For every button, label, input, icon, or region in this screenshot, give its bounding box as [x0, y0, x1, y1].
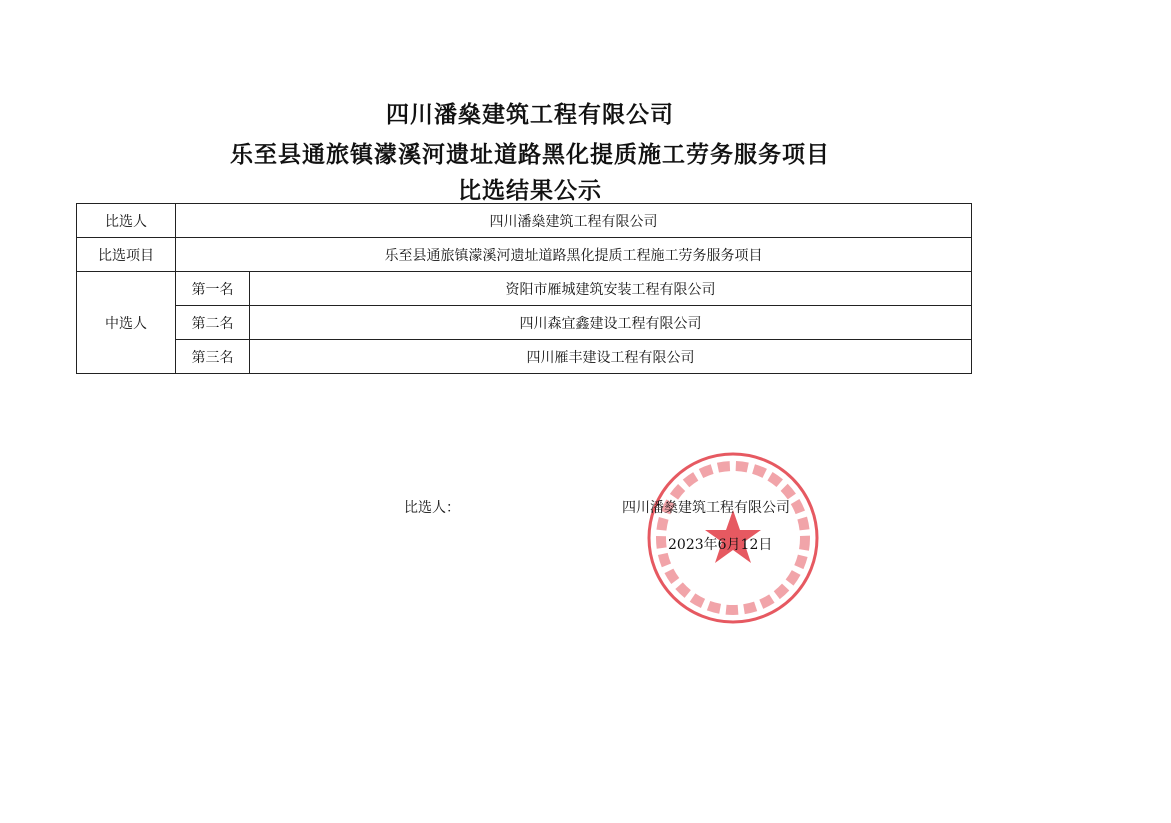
winners-label: 中选人: [77, 272, 176, 374]
signature-label: 比选人：: [404, 500, 460, 516]
winner-name: 资阳市雁城建筑安装工程有限公司: [250, 272, 972, 306]
doc-title-heading: 比选结果公示: [458, 178, 602, 204]
table-row: [77, 306, 972, 340]
row-value: 乐至县通旅镇濛溪河遗址道路黑化提质工程施工劳务服务项目: [176, 238, 972, 272]
rank-label: 第三名: [176, 340, 250, 374]
signature-company: 四川潘燊建筑工程有限公司: [622, 500, 790, 516]
table-row: [77, 238, 972, 272]
row-label: 比选人: [77, 204, 176, 238]
rank-label: 第一名: [176, 272, 250, 306]
winner-name: 四川森宜鑫建设工程有限公司: [250, 306, 972, 340]
winner-name: 四川雁丰建设工程有限公司: [250, 340, 972, 374]
doc-title-project: 乐至县通旅镇濛溪河遗址道路黑化提质施工劳务服务项目: [230, 142, 830, 168]
row-label: 比选项目: [77, 238, 176, 272]
table-row: [77, 340, 972, 374]
table-row: [77, 204, 972, 238]
rank-label: 第二名: [176, 306, 250, 340]
results-table: [76, 203, 972, 374]
row-value: 四川潘燊建筑工程有限公司: [176, 204, 972, 238]
signature-date: 2023年6月12日: [668, 537, 773, 553]
doc-title-company: 四川潘燊建筑工程有限公司: [386, 102, 674, 128]
table-row: [77, 272, 972, 306]
